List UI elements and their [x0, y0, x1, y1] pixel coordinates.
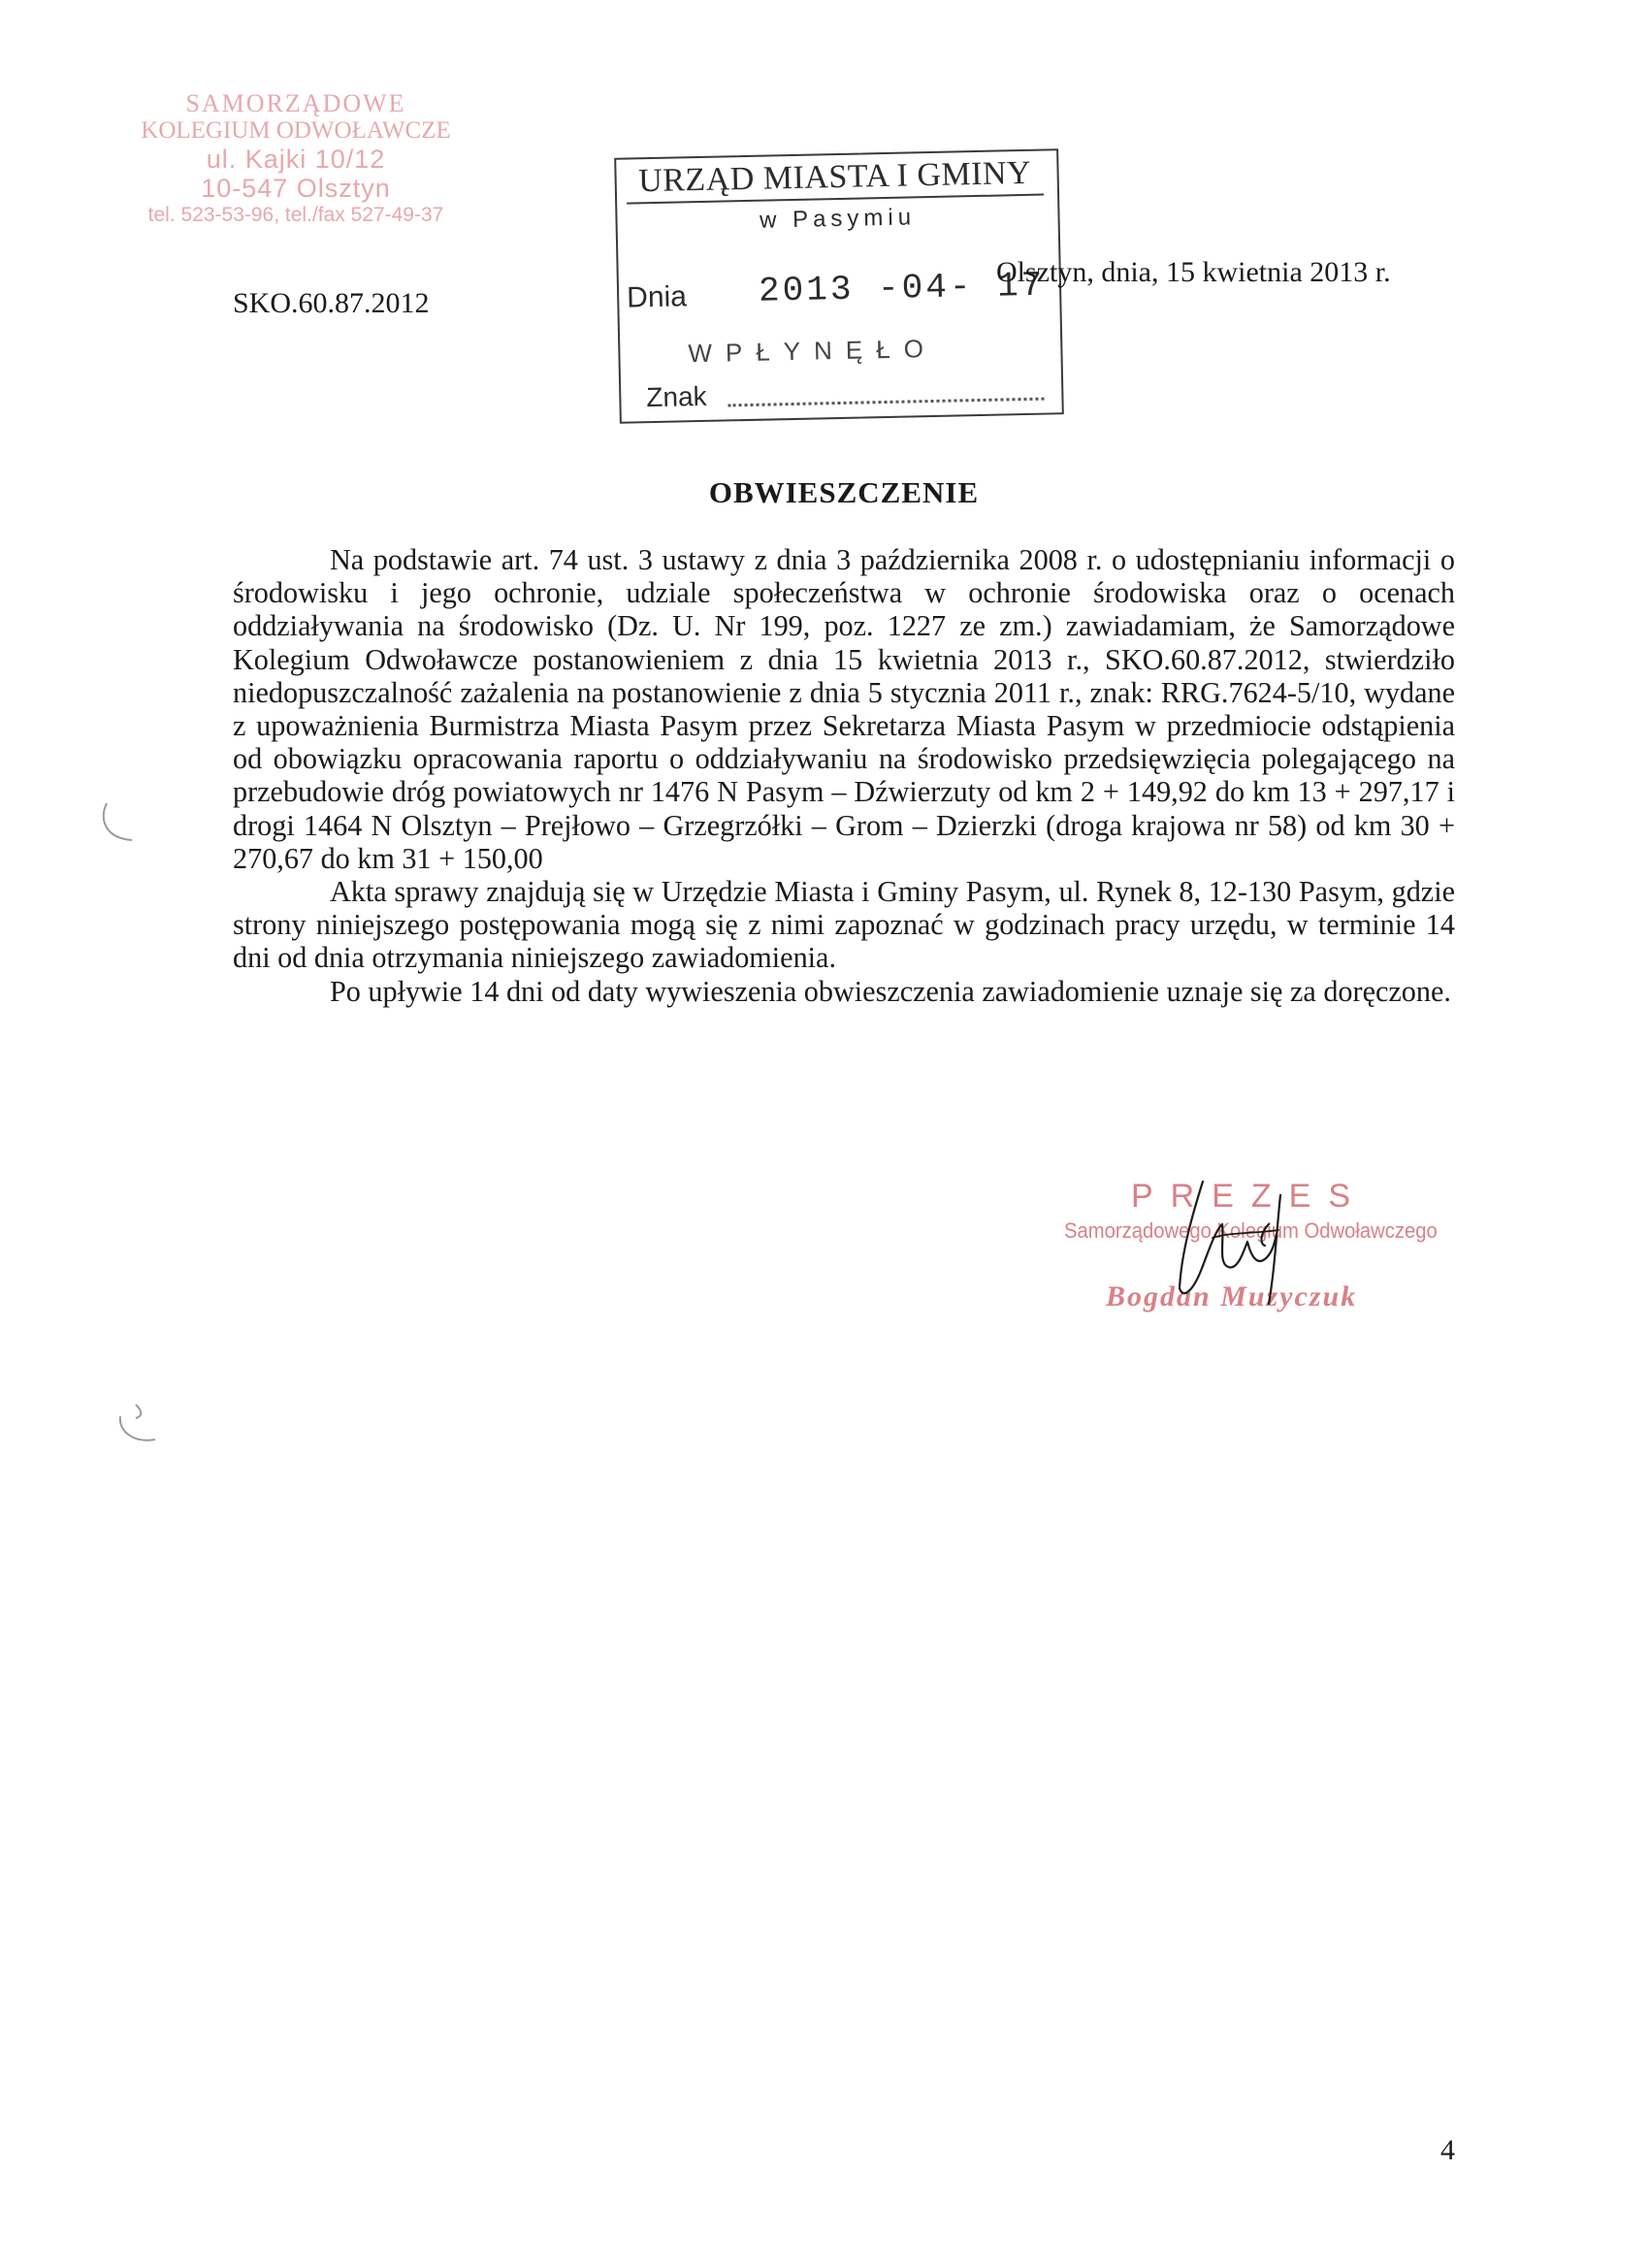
stamp-line: tel. 523-53-96, tel./fax 527-49-37 [147, 203, 444, 226]
institution-stamp [92, 89, 500, 226]
stamp-line: 10-547 Olsztyn [201, 174, 391, 204]
signature-role: PREZES [1131, 1178, 1369, 1215]
punch-hole-mark [97, 795, 155, 854]
signatory-name: Bogdan Muzyczuk [1106, 1280, 1358, 1312]
paragraph: Na podstawie art. 74 ust. 3 ustawy z dnia 3 października 2008 r. o udostępnianiu informacji o środowisku i jego ochronie, udziale społeczeństwa w ochronie środowiska oraz o ocenach oddziaływania na środowisko (Dz. U. Nr 199, poz. 1227 ze zm.) zawiadamiam, że Samorządowe Kolegium Odwoławcze postanowieniem z dnia 15 kwietnia 2013 r., SKO.60.87.2012, stwierdziło niedopuszczalność zażalenia na postanowienie z dnia 5 stycznia 2011 r., znak: RRG.7624-5/10, wydane z upoważnienia Burmistrza Miasta Pasym przez Sekretarza Miasta Pasym w przedmiocie odstąpienia od obowiązku opracowania raportu o oddziaływaniu na środowisko przedsięwzięcia polegającego na przebudowie dróg powiatowych nr 1476 N Pasym – Dźwierzuty od km 2 + 149,92 do km 13 + 297,17 i drogi 1464 N Olsztyn – Prejłowo – Grzegrzółki – Grom – Dzierzki (droga krajowa nr 58) od km 30 + 270,67 do km 31 + 150,00 [233, 543, 1455, 875]
paragraph: Akta sprawy znajdują się w Urzędzie Miasta i Gminy Pasym, ul. Rynek 8, 12-130 Pasym, gdzie strony niniejszego postępowania mogą się z nimi zapoznać w godzinach pracy urzędu, w terminie 14 dni od dnia otrzymania niniejszego zawiadomienia. [233, 875, 1455, 975]
page-number: 4 [1440, 2134, 1455, 2166]
receipt-stamp-date: 2013 -04- 17 [758, 265, 1046, 311]
punch-hole-mark [97, 1397, 155, 1455]
receipt-stamp-date-label: Dnia [626, 280, 688, 314]
case-reference: SKO.60.87.2012 [233, 287, 430, 319]
document-body [233, 543, 1455, 1008]
signature-stamp [1057, 1174, 1438, 1329]
receipt-stamp-office: URZĄD MIASTA I GMINY [626, 155, 1044, 205]
receipt-stamp-ref-line [728, 398, 1045, 407]
handwritten-signature [1057, 1174, 1426, 1329]
document-title: OBWIESZCZENIE [708, 475, 980, 509]
receipt-stamp-ref-label: Znak [646, 380, 707, 413]
paragraph: Po upływie 14 dni od daty wywieszenia obwieszczenia zawiadomienie uznaje się za doręczone. [330, 974, 1451, 1008]
receipt-stamp-place: w Pasymiu [759, 204, 917, 234]
stamp-line: KOLEGIUM ODWOŁAWCZE [141, 117, 451, 145]
stamp-line: SAMORZĄDOWE [185, 89, 406, 117]
receipt-stamp-received-handwriting: WPŁYNĘŁO [688, 333, 938, 369]
signature-institution: Samorządowego Kolegium Odwoławczego [1064, 1218, 1438, 1243]
stamp-line: ul. Kajki 10/12 [206, 145, 386, 175]
place-and-date: Olsztyn, dnia, 15 kwietnia 2013 r. [996, 256, 1391, 288]
